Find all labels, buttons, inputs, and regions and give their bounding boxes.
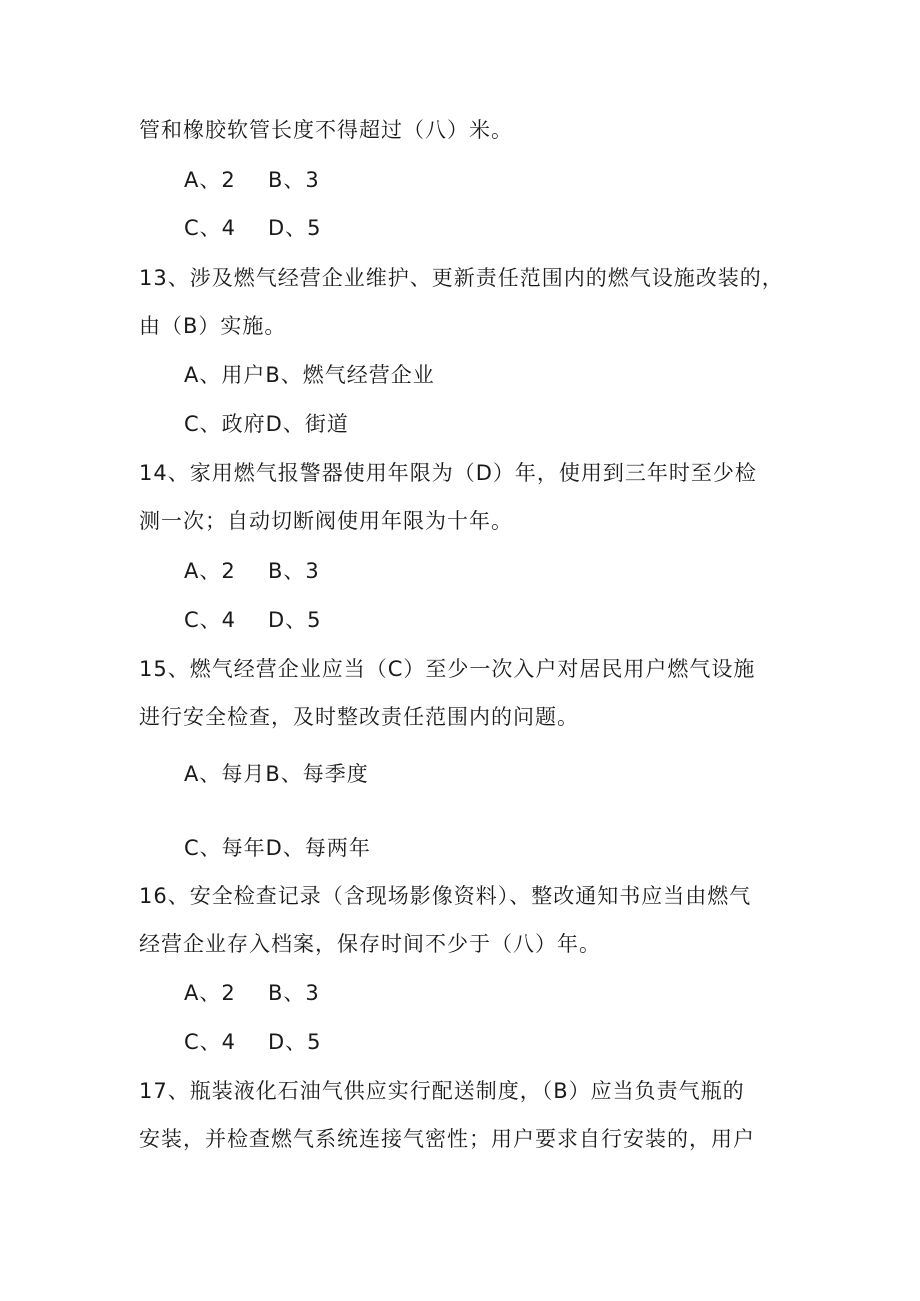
q12-option-c: C、4 [184, 216, 237, 240]
q13-options-row-1: A、用户B、燃气经营企业 [184, 363, 435, 387]
question-17-line-1: 17、瓶装液化石油气供应实行配送制度，（B）应当负责气瓶的 [139, 1079, 745, 1103]
question-15-line-2: 进行安全检查，及时整改责任范围内的问题。 [139, 705, 579, 729]
question-17-line-2: 安装，并检查燃气系统连接气密性；用户要求自行安装的，用户 [139, 1127, 755, 1151]
question-12-continuation: 管和橡胶软管长度不得超过（八）米。 [139, 118, 513, 142]
q14-option-d: D、5 [268, 608, 322, 632]
question-15-line-1: 15、燃气经营企业应当（C）至少一次入户对居民用户燃气设施 [139, 657, 756, 681]
q16-option-a: A、2 [184, 981, 236, 1005]
q12-option-a: A、2 [184, 168, 236, 192]
q14-option-c: C、4 [184, 608, 237, 632]
q16-option-d: D、5 [268, 1030, 322, 1054]
q14-option-b: B、3 [268, 559, 320, 583]
q15-options-row-2: C、每年D、每两年 [184, 836, 371, 860]
question-16-line-1: 16、安全检查记录（含现场影像资料）、整改通知书应当由燃气 [139, 884, 752, 908]
question-13-line-2: 由（B）实施。 [139, 314, 287, 338]
q12-option-b: B、3 [268, 168, 320, 192]
question-16-line-2: 经营企业存入档案，保存时间不少于（八）年。 [139, 932, 601, 956]
q13-options-row-2: C、政府D、街道 [184, 412, 349, 436]
q16-option-c: C、4 [184, 1030, 237, 1054]
question-13-line-1: 13、涉及燃气经营企业维护、更新责任范围内的燃气设施改装的， [139, 266, 784, 290]
question-14-line-2: 测一次；自动切断阀使用年限为十年。 [139, 509, 513, 533]
q16-option-b: B、3 [268, 981, 320, 1005]
q15-options-row-1: A、每月B、每季度 [184, 762, 369, 786]
q14-option-a: A、2 [184, 559, 236, 583]
question-14-line-1: 14、家用燃气报警器使用年限为（D）年，使用到三年时至少检 [139, 461, 757, 485]
q12-option-d: D、5 [268, 216, 322, 240]
